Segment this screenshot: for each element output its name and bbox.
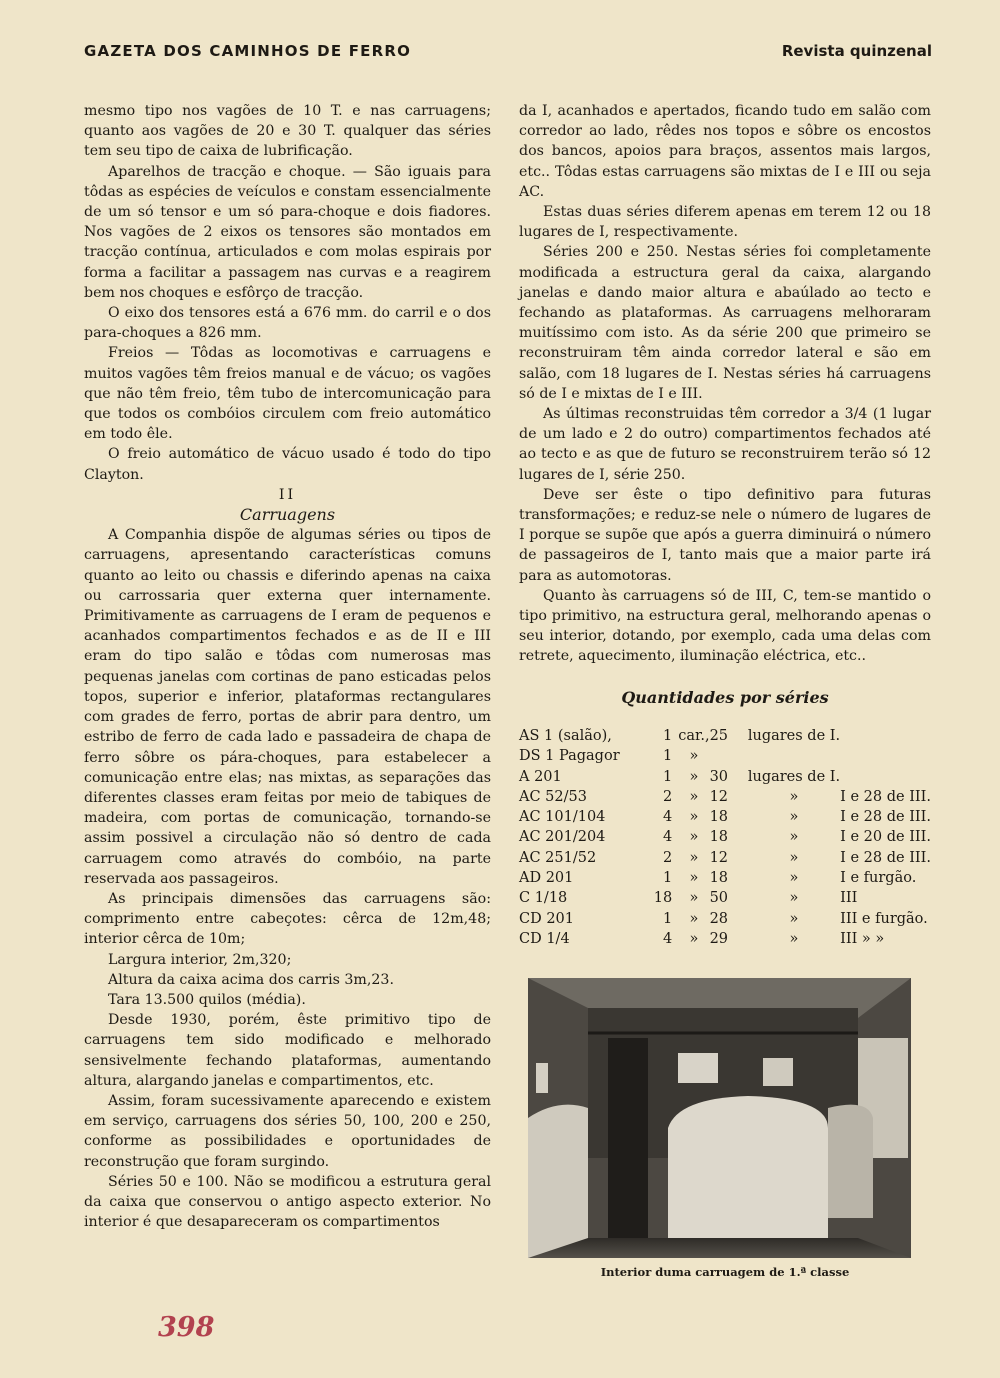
quantity-cell: III — [840, 890, 858, 907]
quantities-title: Quantidades por séries — [621, 688, 829, 707]
quantity-row — [519, 911, 931, 931]
quantity-cell: » — [689, 910, 699, 927]
paragraph: Séries 200 e 250. Nestas séries foi completamente modificada a estructura geral da caixa, alargando janelas e dando maior altura e abaúlado ao tecto e fechando as plataformas. As carruagens melhoraram muitíssimo com isto. As da série 200 que primeiro se reconstruiram têm ainda corredor lateral e são em salão, com 18 lugares de I. Nestas séries há carruagens só de I e mixtas de I e III. — [519, 244, 931, 402]
quantity-cell: 18 — [709, 809, 729, 826]
quantity-cell: 29 — [709, 930, 729, 947]
quantity-cell: 2 — [663, 788, 673, 805]
quantity-row — [519, 809, 931, 829]
quantity-cell: CD 1/4 — [519, 930, 570, 947]
quantity-row — [519, 748, 931, 768]
quantity-cell: » — [689, 768, 699, 785]
quantity-cell: 4 — [663, 930, 673, 947]
quantity-cell: » — [689, 890, 699, 907]
magazine-subtitle: Revista quinzenal — [781, 42, 932, 60]
quantity-cell: » — [789, 930, 799, 947]
page-number: 398 — [158, 1312, 215, 1343]
quantity-cell: AC 201/204 — [519, 829, 606, 846]
quantity-cell — [840, 769, 931, 789]
quantity-cell: 28 — [709, 910, 729, 927]
quantity-cell: AC 251/52 — [519, 849, 597, 866]
quantity-cell: » — [789, 829, 799, 846]
quantity-cell: » — [789, 788, 799, 805]
quantity-cell: I e furgão. — [840, 870, 917, 887]
dimension-line: Largura interior, 2m,320; — [108, 951, 292, 968]
quantity-cell — [748, 748, 840, 768]
quantity-cell: I e 28 de III. — [840, 809, 931, 826]
quantity-cell: » — [689, 829, 699, 846]
paragraph: Aparelhos de tracção e choque. — São iguais para tôdas as espécies de veículos e constam essencialmente de um só tensor e um só para-choque e dois fiadores. Nos vagões de 2 eixos os tensores são montados em tracção contínua, articulados e com molas espirais por forma a facilitar a passagem nas curvas e a reagirem bem nos choques e esfôrço de tracção. — [84, 163, 491, 301]
dimension-line: Tara 13.500 quilos (média). — [108, 991, 306, 1008]
section-number: II — [278, 486, 297, 503]
paragraph: mesmo tipo nos vagões de 10 T. e nas carruagens; quanto aos vagões de 20 e 30 T. qualquer das séries tem seu tipo de caixa de lubrificação. — [84, 103, 491, 160]
paragraph: Assim, foram sucessivamente aparecendo e existem em serviço, carruagens dos séries 50, 100, 200 e 250, conforme as possibilidades e oportunidades de reconstrução que foram surgindo. — [84, 1092, 491, 1170]
quantity-cell: 18 — [709, 870, 729, 887]
quantity-row — [519, 769, 931, 789]
quantity-cell: 12 — [709, 788, 729, 805]
paragraph: A Companhia dispõe de algumas séries ou tipos de carruagens, apresentando características comuns quanto ao leito ou chassis e diferindo apenas na caixa ou carrossaria quer externa quer internamente. Primitivamente as carruagens de I eram de pequenos e acanhados compartimentos fechados e as de II e III eram do tipo salão e tôdas com numerosas mas pequenas janelas com cortinas de pano esticadas pelos topos, superior e inferior, plataformas rectangulares com grades de ferro, portas de abrir para dentro, um estribo de ferro de cada lado e passadeira de chapa de ferro sôbre os pára-choques, para estabelecer a comunicação entre elas; nas mixtas, as separações das diferentes classes eram feitas por meio de tabiques de madeira, com portas de comunicação, tornando-se assim possivel a circulação não só dentro de cada carruagem como através do combóio, na parte reservada aos passageiros. — [84, 527, 491, 887]
quantity-cell: » — [689, 748, 699, 765]
quantity-cell: lugares de I. — [747, 768, 841, 785]
quantity-cell: » — [789, 849, 799, 866]
quantity-cell: 1 — [663, 768, 673, 785]
quantity-row — [519, 789, 931, 809]
paragraph: Deve ser êste o tipo definitivo para futuras transformações; e reduz-se nele o número de lugares de I porque se supõe que após a guerra diminuirá o número de passageiros de I, tanto mais que a maior parte irá para as automotoras. — [519, 486, 931, 584]
quantity-cell: 25 — [709, 728, 729, 744]
magazine-title: GAZETA DOS CAMINHOS DE FERRO — [84, 42, 412, 60]
quantity-cell: AS 1 (salão), — [519, 728, 612, 744]
quantity-cell: 4 — [663, 829, 673, 846]
quantity-cell: CD 201 — [519, 910, 575, 927]
quantity-cell: 1 — [663, 910, 673, 927]
paragraph: O freio automático de vácuo usado é todo do tipo Clayton. — [84, 446, 491, 483]
quantity-cell: AC 101/104 — [519, 809, 606, 826]
paragraph: Séries 50 e 100. Não se modificou a estrutura geral da caixa que conservou o antigo aspecto exterior. No interior é que desapareceram os compartimentos — [84, 1173, 491, 1231]
quantity-row — [519, 728, 931, 748]
quantity-cell: 2 — [663, 849, 673, 866]
quantity-cell — [840, 728, 931, 748]
dimension-line: Altura da caixa acima dos carris 3m,23. — [108, 971, 394, 988]
quantity-cell: » — [689, 870, 699, 887]
quantity-cell: I e 28 de III. — [840, 849, 931, 866]
quantity-cell: 12 — [709, 849, 729, 866]
paragraph: O eixo dos tensores está a 676 mm. do carril e o dos para-choques a 826 mm. — [84, 305, 491, 342]
section-title: Carruagens — [239, 505, 336, 525]
quantity-cell: » — [689, 809, 699, 826]
photo-drawing — [528, 978, 911, 1258]
quantity-cell: » — [689, 849, 699, 866]
carriage-interior-photo — [528, 978, 911, 1258]
paragraph: Quanto às carruagens só de III, C, tem-se mantido o tipo primitivo, na estructura geral, melhorando apenas o seu interior, dotando, por exemplo, cada uma delas com retrete, aquecimento, iluminação eléctrica, etc.. — [519, 587, 931, 665]
quantity-cell: I e 20 de III. — [840, 829, 931, 846]
quantity-cell: 18 — [709, 829, 729, 846]
photo-caption: Interior duma carruagem de 1.ª classe — [600, 1265, 850, 1279]
quantity-cell: 30 — [709, 768, 729, 785]
quantity-cell: AD 201 — [519, 870, 574, 887]
paragraph: Desde 1930, porém, êste primitivo tipo de carruagens tem sido modificado e melhorado sensivelmente fechando plataformas, aumentando altura, alargando janelas e compartimentos, etc. — [84, 1012, 491, 1089]
paragraph: Estas duas séries diferem apenas em terem 12 ou 18 lugares de I, respectivamente. — [519, 204, 931, 241]
paragraph: da I, acanhados e apertados, ficando tudo em salão com corredor ao lado, rêdes nos topos e sôbre os encostos dos bancos, apoios para braços, assentos mais largos, etc.. Tôdas estas carruagens são mixtas de I e III ou seja AC. — [519, 103, 931, 200]
quantity-cell: » — [789, 809, 799, 826]
quantity-cell: 4 — [663, 809, 673, 826]
paragraph: As principais dimensões das carruagens são: comprimento entre cabeçotes: cêrca de 12m,48; interior cêrca de 10m; — [84, 890, 491, 948]
quantity-cell: 1 — [663, 870, 673, 887]
quantity-cell: A 201 — [519, 768, 562, 785]
quantity-cell: 1 — [663, 748, 673, 765]
right-column — [519, 101, 931, 667]
quantity-cell — [710, 748, 748, 768]
quantity-cell: C 1/18 — [519, 890, 568, 907]
quantity-cell: 18 — [653, 890, 673, 907]
quantity-cell: car., — [678, 728, 710, 744]
quantity-cell: I e 28 de III. — [840, 788, 931, 805]
quantity-cell: » — [789, 910, 799, 927]
quantity-row — [519, 870, 931, 890]
quantity-cell: III » » — [840, 930, 885, 947]
quantity-cell: 50 — [709, 890, 729, 907]
paragraph: Freios — Tôdas as locomotivas e carruagens e muitos vagões têm freios manual e de vácuo; os vagões que não têm freio, têm tubo de intercomunicação para que todos os combóios circulem com freio automático em todo êle. — [84, 345, 491, 443]
left-column — [84, 101, 491, 1232]
quantity-cell: » — [689, 930, 699, 947]
quantity-row — [519, 890, 931, 910]
quantity-cell: 1 — [663, 728, 673, 744]
quantity-row — [519, 850, 931, 870]
quantity-cell: lugares de I. — [747, 728, 841, 744]
paragraph: As últimas reconstruidas têm corredor a 3/4 (1 lugar de um lado e 2 do outro) compartimentos fechados até ao tecto e as que de futuro se reconstruirem terão só 12 lugares de I, série 250. — [519, 406, 931, 483]
quantity-row — [519, 931, 931, 951]
quantity-cell: » — [789, 870, 799, 887]
quantity-row — [519, 829, 931, 849]
quantities-table — [519, 728, 931, 951]
quantity-cell: III e furgão. — [840, 910, 928, 927]
quantity-cell: DS 1 Pagagor — [519, 748, 620, 765]
quantity-cell: AC 52/53 — [519, 788, 587, 805]
quantity-cell: » — [689, 788, 699, 805]
quantity-cell: » — [789, 890, 799, 907]
quantity-cell — [840, 748, 931, 768]
